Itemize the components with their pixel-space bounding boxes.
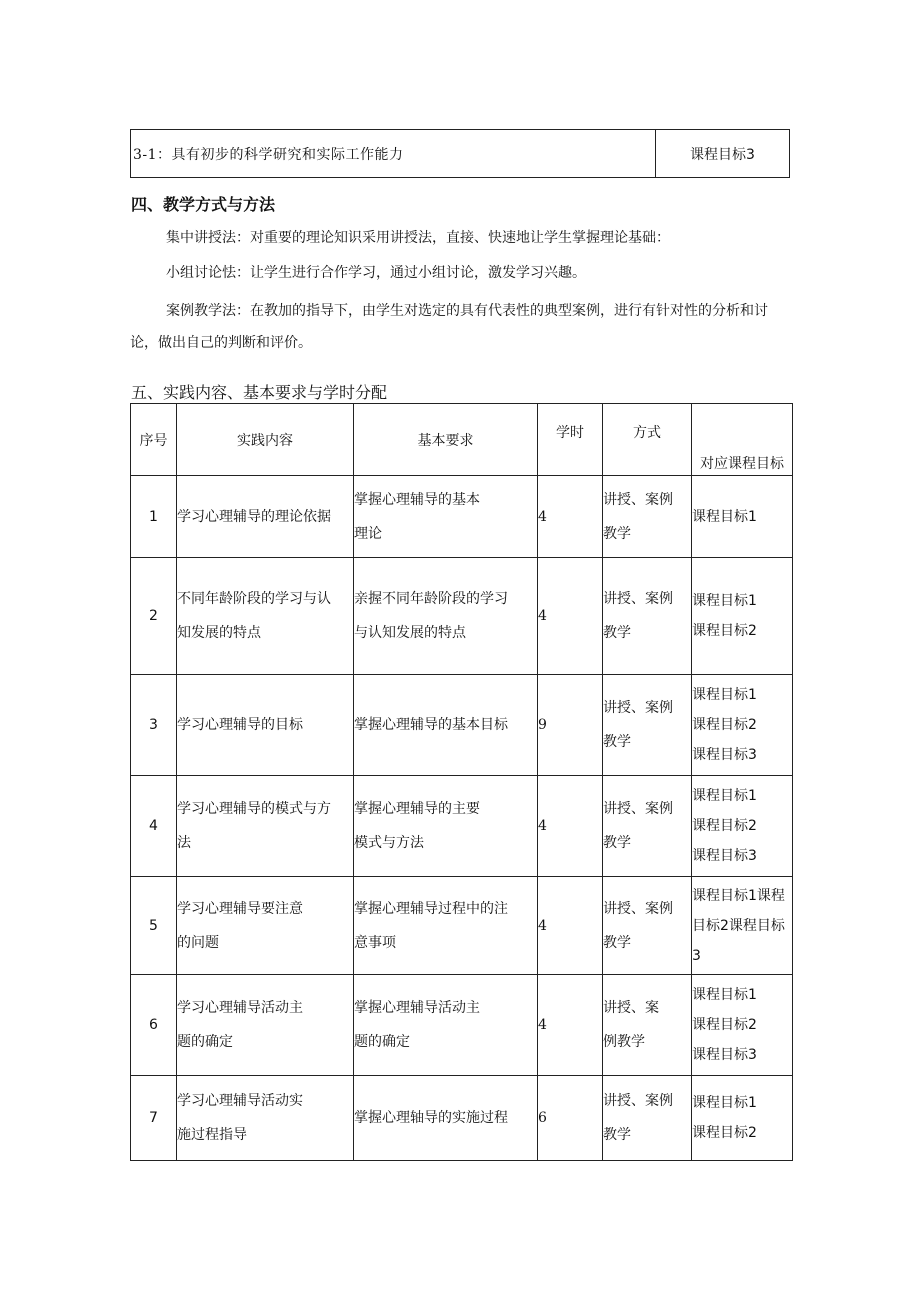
- section5-heading: 五、实践内容、基本要求与学时分配: [131, 383, 388, 402]
- cell-line: 施过程指导: [177, 1127, 247, 1143]
- practice-content: [177, 675, 354, 776]
- cell-line: 讲授、案例: [603, 900, 673, 917]
- teaching-method: [603, 558, 692, 675]
- cell-line: 课程目标2: [692, 818, 757, 834]
- cell-line: 的问题: [177, 934, 219, 951]
- cell-line: 课程目标1: [692, 593, 757, 609]
- method-paragraph-1: 集中讲授法：对重要的理论知识采用讲授法，直接、快速地让学生掌握理论基础：: [166, 230, 670, 246]
- teaching-method: [603, 776, 692, 877]
- table-row: [131, 975, 793, 1076]
- table-row: [131, 1076, 793, 1161]
- table-row: [131, 675, 793, 776]
- cell-line: 课程目标3: [692, 1047, 757, 1063]
- row-number: 4: [131, 776, 177, 877]
- header-content: 实践内容: [177, 404, 354, 476]
- cell-line: 掌握心理轴导的实施过程: [354, 1110, 508, 1126]
- class-hours: 4: [538, 476, 603, 558]
- cell-line: 课程目标1课程: [692, 887, 785, 904]
- row-number: 6: [131, 975, 177, 1076]
- basic-requirement: [354, 975, 538, 1076]
- basic-requirement: [354, 877, 538, 975]
- basic-requirement: [354, 776, 538, 877]
- cell-line: 教学: [603, 625, 631, 641]
- cell-line: 讲授、案例: [603, 1093, 673, 1109]
- basic-requirement: [354, 675, 538, 776]
- course-goals: [692, 558, 793, 675]
- cell-line: 讲授、案例: [603, 491, 673, 508]
- cell-line: 学习心理辅导活动主: [177, 1000, 303, 1016]
- cell-line: 法: [177, 835, 191, 851]
- cell-line: 学习心理辅导要注意: [177, 900, 303, 917]
- class-hours: 9: [538, 675, 603, 776]
- cell-line: 课程目标1: [692, 687, 757, 703]
- cell-line: 教学: [603, 835, 631, 851]
- cell-line: 理论: [354, 525, 382, 542]
- class-hours: 4: [538, 776, 603, 877]
- cell-line: 课程目标2: [692, 1125, 757, 1141]
- outcome-text: 3-1：具有初步的科学研究和实际工作能力: [133, 146, 404, 163]
- cell-line: 讲授、案例: [603, 700, 673, 716]
- practice-content: [177, 476, 354, 558]
- cell-line: 题的确定: [354, 1034, 410, 1050]
- cell-line: 学习心理辅导的理论依据: [177, 508, 331, 525]
- practice-content: [177, 975, 354, 1076]
- practice-content: [177, 877, 354, 975]
- cell-line: 题的确定: [177, 1034, 233, 1050]
- course-goals: [692, 675, 793, 776]
- teaching-method: [603, 476, 692, 558]
- cell-line: 掌握心理辅导的主要: [354, 801, 480, 817]
- outcome-goal: 课程目标3: [655, 130, 789, 177]
- cell-line: 掌握心理辅导的基本: [354, 491, 480, 508]
- header-hours: 学时: [538, 404, 603, 476]
- table-header-row: [131, 404, 793, 476]
- cell-line: 知发展的特点: [177, 625, 261, 641]
- class-hours: 4: [538, 975, 603, 1076]
- cell-line: 教学: [603, 525, 631, 542]
- cell-line: 课程目标1: [692, 987, 757, 1003]
- course-goals: [692, 476, 793, 558]
- cell-line: 课程目标1: [692, 1095, 757, 1111]
- cell-line: 课程目标3: [692, 848, 757, 864]
- course-goals: [692, 975, 793, 1076]
- cell-line: 掌握心理辅导活动主: [354, 1000, 480, 1016]
- method-paragraph-3: 案例教学法：在教加的指导下，由学生对选定的具有代表性的典型案例，进行有针对性的分析和讨论，做出自己的判断和评价。: [130, 303, 768, 351]
- practice-content: [177, 1076, 354, 1161]
- practice-table: [130, 403, 793, 1161]
- cell-line: 目标2课程目标: [692, 917, 785, 934]
- class-hours: 6: [538, 1076, 603, 1161]
- cell-line: 教学: [603, 934, 631, 951]
- cell-line: 教学: [603, 1127, 631, 1143]
- section4-heading: 四、教学方式与方法: [131, 195, 276, 214]
- cell-line: 讲授、案: [603, 1000, 659, 1016]
- class-hours: 4: [538, 877, 603, 975]
- course-goals: [692, 877, 793, 975]
- cell-line: 学习心理辅导的模式与方: [177, 801, 331, 817]
- row-number: 7: [131, 1076, 177, 1161]
- cell-line: 课程目标1: [692, 788, 757, 804]
- cell-line: 模式与方法: [354, 835, 424, 851]
- basic-requirement: [354, 558, 538, 675]
- header-goal: 对应课程目标: [692, 404, 793, 476]
- cell-line: 课程目标2: [692, 717, 757, 733]
- teaching-method: [603, 675, 692, 776]
- cell-line: 课程目标2: [692, 623, 757, 639]
- row-number: 1: [131, 476, 177, 558]
- teaching-method: [603, 1076, 692, 1161]
- cell-line: 课程目标3: [692, 747, 757, 763]
- practice-content: [177, 776, 354, 877]
- header-requirement: 基本要求: [354, 404, 538, 476]
- course-goals: [692, 776, 793, 877]
- cell-line: 学习心理辅导的目标: [177, 717, 303, 733]
- class-hours: 4: [538, 558, 603, 675]
- table-row: [131, 558, 793, 675]
- method-paragraph-2: 小组讨论怯：让学生进行合作学习，通过小组讨论，激发学习兴趣。: [166, 265, 586, 281]
- table-row: [131, 877, 793, 975]
- cell-line: 掌握心理辅导的基本目标: [354, 717, 508, 733]
- table-body: [131, 476, 793, 1161]
- cell-line: 不同年龄阶段的学习与认: [177, 591, 331, 607]
- header-method: 方式: [603, 404, 692, 476]
- basic-requirement: [354, 1076, 538, 1161]
- teaching-method: [603, 877, 692, 975]
- cell-line: 与认知发展的特点: [354, 625, 466, 641]
- outcome-row: [130, 129, 790, 178]
- cell-line: 学习心理辅导活动实: [177, 1093, 303, 1109]
- row-number: 2: [131, 558, 177, 675]
- cell-line: 课程目标2: [692, 1017, 757, 1033]
- cell-line: 例教学: [603, 1034, 645, 1050]
- cell-line: 讲授、案例: [603, 591, 673, 607]
- cell-line: 意事项: [354, 934, 396, 951]
- row-number: 5: [131, 877, 177, 975]
- cell-line: 3: [692, 947, 701, 964]
- table-row: [131, 776, 793, 877]
- table-row: [131, 476, 793, 558]
- teaching-method: [603, 975, 692, 1076]
- cell-line: 讲授、案例: [603, 801, 673, 817]
- header-no: 序号: [131, 404, 177, 476]
- cell-line: 亲握不同年龄阶段的学习: [354, 591, 508, 607]
- cell-line: 课程目标1: [692, 508, 757, 525]
- basic-requirement: [354, 476, 538, 558]
- row-number: 3: [131, 675, 177, 776]
- cell-line: 掌握心理辅导过程中的注: [354, 900, 508, 917]
- course-goals: [692, 1076, 793, 1161]
- cell-line: 教学: [603, 734, 631, 750]
- practice-content: [177, 558, 354, 675]
